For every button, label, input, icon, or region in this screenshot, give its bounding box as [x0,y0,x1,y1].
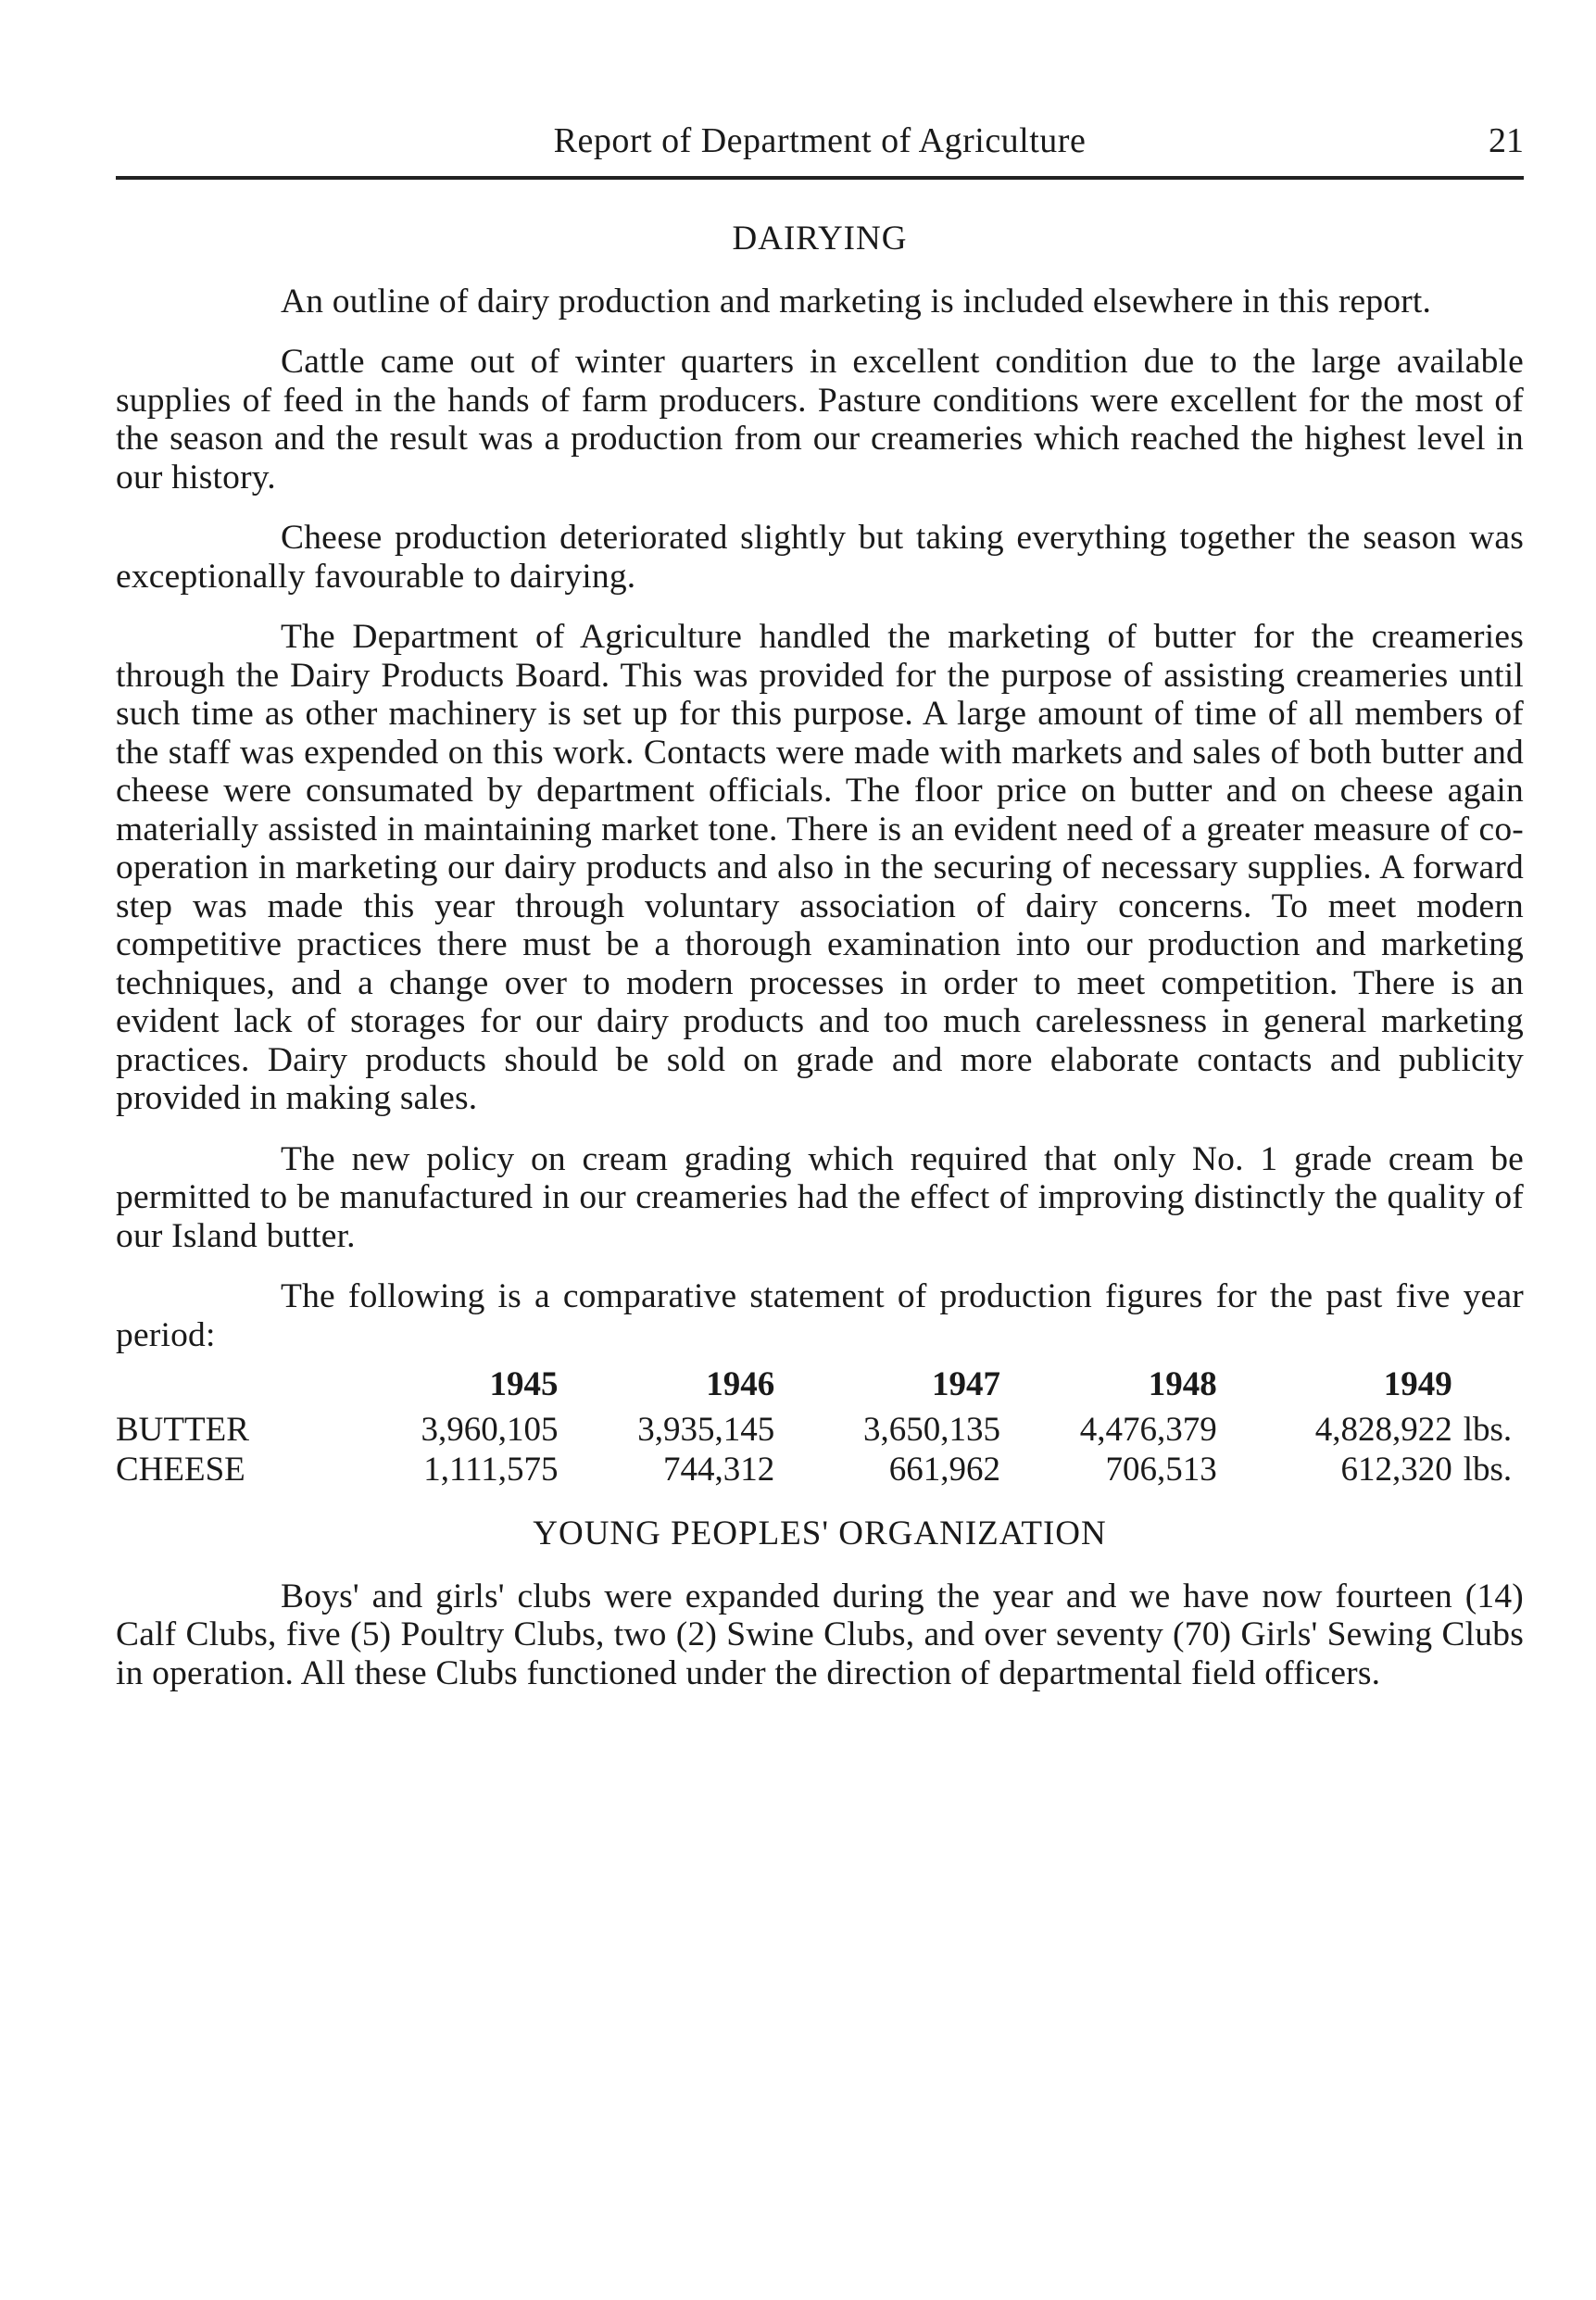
paragraph: The Department of Agriculture handled the marketing of butter for the creameries through the Dairy Products Board. This was provided for the purpose of assisting creameries until such time as other machinery is set up for this purpose. A large amount of time of all members of the staff was expended on this work. Contacts were made with markets and sales of both butter and cheese were consumated by department officials. The floor price on butter and on cheese again materially assisted in maintaining market tone. There is an evident need of a greater measure of co-operation in marketing our dairy products and also in the securing of necessary supplies. A forward step was made this year through voluntary association of dairy concerns. To meet modern competitive practices there must be a thorough examination into our production and marketing techniques, and a change over to modern processes in order to meet competition. There is an evident lack of storages for our dairy products and too much carelessness in general marketing practices. Dairy products should be sold on grade and more elaborate contacts and publicity provided in making sales. [116,618,1524,1118]
paragraph: The new policy on cream grading which required that only No. 1 grade cream be permitted to be manufactured in our creameries had the effect of improving distinctly the quality of our Island butter. [116,1139,1524,1255]
table-cell: 744,312 [662,1451,775,1489]
table-cell: 706,513 [1105,1451,1217,1489]
header-rule [116,176,1524,180]
paragraph: Cattle came out of winter quarters in excellent condition due to the large available supplies of feed in the hands of farm producers. Pasture conditions were excellent for the most of the season and the result was a production from our creameries which reached the highest level in our history. [116,343,1524,496]
year-header: 1947 [932,1364,1001,1403]
paragraph: An outline of dairy production and marketing is included elsewhere in this report. [281,282,1432,320]
table-cell: 4,476,379 [1079,1411,1217,1450]
paragraph: The following is a comparative statement of production figures for the past five year period: [116,1277,1524,1354]
table-cell: 4,828,922 [1314,1411,1452,1450]
running-title: Report of Department of Agriculture [553,121,1087,160]
table-header-blank [1452,1362,1524,1410]
year-header: 1946 [706,1364,775,1403]
table-cell: 661,962 [888,1451,1001,1489]
paragraph: Cheese production deteriorated slightly but taking everything together the season was exceptionally favourable to dairying. [116,519,1524,596]
document-page [116,0,1524,2300]
table-cell: 612,320 [1340,1451,1452,1489]
paragraph: Boys' and girls' clubs were expanded during the year and we have now fourteen (14) Calf Clubs, five (5) Poultry Clubs, two (2) Swine Clubs, and over seventy (70) Girls' Sewing Clubs in operation. All these Clubs functioned under the direction of departmental field officers. [116,1577,1524,1692]
unit-label: lbs. [1463,1451,1513,1489]
production-table [116,1362,1524,1489]
section-dairying [116,220,1524,1354]
table-cell: 3,650,135 [863,1411,1001,1450]
section-heading-young-peoples: YOUNG PEOPLES' ORGANIZATION [533,1514,1107,1553]
year-header: 1948 [1148,1364,1217,1403]
table-cell: 3,935,145 [637,1411,775,1450]
year-header: 1949 [1383,1364,1452,1403]
unit-label: lbs. [1463,1411,1513,1450]
section-heading-dairying: DAIRYING [732,220,908,258]
row-label: BUTTER [116,1411,249,1450]
table-header-blank [116,1362,360,1410]
table-row [116,1410,1524,1450]
table-header-row [116,1362,1524,1410]
table-row [116,1450,1524,1489]
row-label: CHEESE [116,1451,245,1489]
running-head [116,120,1524,176]
page-content [116,220,1524,1715]
table-cell: 1,111,575 [423,1451,559,1489]
table-cell: 3,960,105 [421,1411,559,1450]
section-young-peoples [116,1515,1524,1692]
year-header: 1945 [489,1364,559,1403]
page-number: 21 [1489,121,1524,160]
